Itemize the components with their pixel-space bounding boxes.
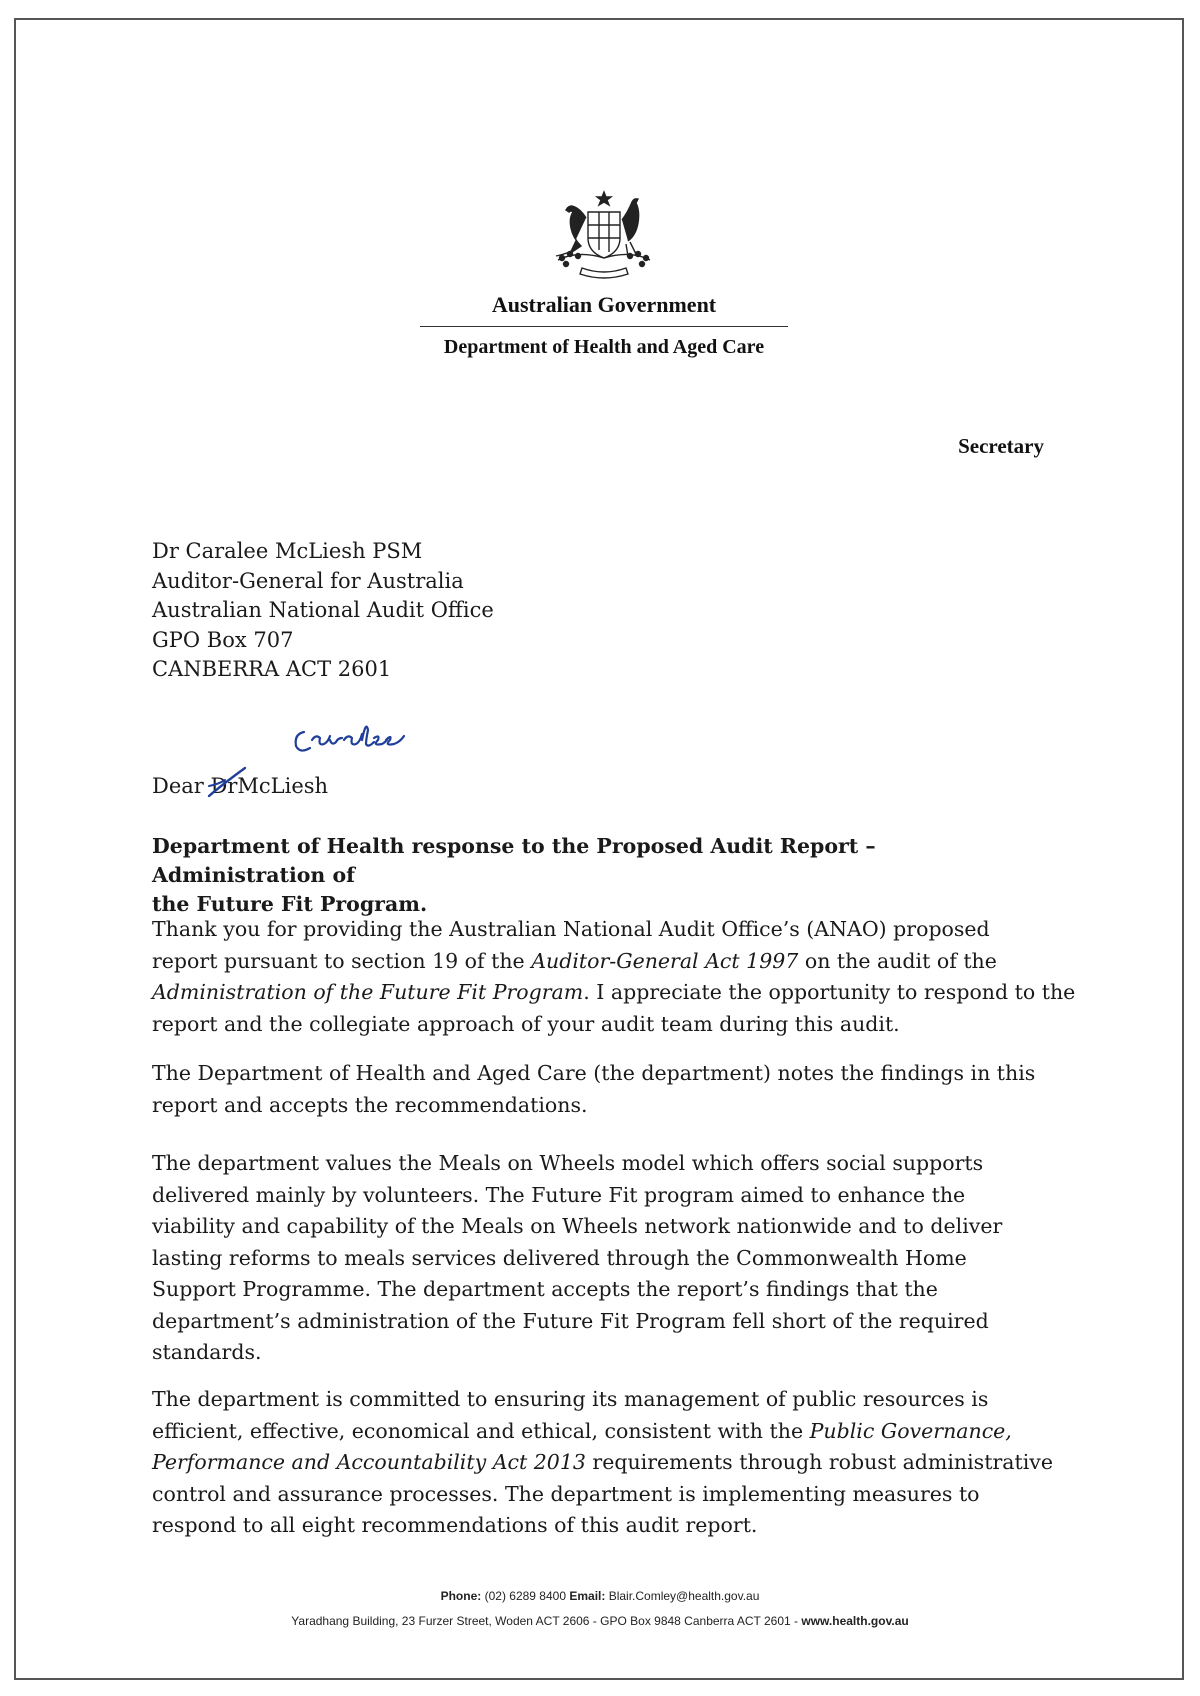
text-run: efficient, effective, economical and ethical, consistent with the [152,1418,810,1443]
coat-of-arms-icon [538,190,670,280]
paragraph-3 [152,1148,1052,1369]
struck-title-text: Dr [210,774,238,798]
act-title: Public Governance, [809,1418,1012,1443]
act-title: Auditor-General Act 1997 [531,948,799,973]
paragraph-line [152,977,1076,1009]
postal-address: Yaradhang Building, 23 Furzer Street, Woden ACT 2606 - GPO Box 9848 Canberra ACT 2601 - [291,1614,802,1628]
paragraph-line: control and assurance processes. The department is implementing measures to [152,1481,980,1506]
recipient-address [152,537,494,685]
paragraph-line: standards. [152,1340,262,1364]
email-address[interactable]: Blair.Comley@health.gov.au [605,1589,760,1603]
struck-title [211,774,238,798]
text-run: . I appreciate the opportunity to respond to the [583,980,1076,1004]
act-title: Performance and Accountability Act 2013 [152,1450,586,1474]
paragraph-line: Support Programme. The department accepts the report’s findings that the [152,1277,938,1301]
letter-subject [152,832,1052,919]
phone-label: Phone: [440,1589,482,1603]
paragraph-line: department’s administration of the Future Fit Program fell short of the required [152,1308,989,1333]
header-divider [420,326,788,327]
paragraph-line: respond to all eight recommendations of this audit report. [152,1513,758,1537]
paragraph-line: viability and capability of the Meals on Wheels network nationwide and to deliver [152,1214,1003,1238]
salutation [152,774,328,798]
paragraph-line: Thank you for providing the Australian National Audit Office’s (ANAO) proposed [152,917,990,941]
text-run: report pursuant to section 19 of the [152,948,532,973]
salutation-prefix: Dear [152,774,211,798]
paragraph-1 [152,914,1076,1040]
paragraph-line: delivered mainly by volunteers. The Future Fit program aimed to enhance the [152,1182,966,1207]
paragraph-line: report and the collegiate approach of your audit team during this audit. [152,1011,900,1036]
department-name: Department of Health and Aged Care [443,336,765,358]
handwritten-caralee-signature [290,718,410,758]
footer-address [0,1614,1200,1628]
paragraph-line [152,1416,1052,1448]
paragraph-line: The Department of Health and Aged Care (the department) notes the findings in this [152,1061,1036,1085]
paragraph-line: lasting reforms to meals services delivered through the Commonwealth Home [152,1245,967,1270]
phone-number: (02) 6289 8400 [481,1589,570,1603]
address-line: CANBERRA ACT 2601 [152,657,392,681]
address-line: Dr Caralee McLiesh PSM [152,539,423,563]
address-line: Auditor-General for Australia [152,568,464,593]
sender-role: Secretary [958,434,1044,458]
website-link[interactable]: www.health.gov.au [801,1614,909,1628]
text-run: on the audit of the [798,948,997,973]
paragraph-2 [152,1058,1052,1121]
address-line: GPO Box 707 [152,627,294,652]
paragraph-line [152,1447,1052,1479]
subject-line: the Future Fit Program. [152,892,428,916]
paragraph-line: The department values the Meals on Wheels model which offers social supports [152,1151,984,1175]
salutation-surname: McLiesh [237,774,329,798]
paragraph-line: The department is committed to ensuring its management of public resources is [152,1387,989,1411]
subject-line: Department of Health response to the Proposed Audit Report – Administration of [152,834,876,887]
paragraph-4 [152,1384,1052,1542]
address-line: Australian National Audit Office [152,598,494,622]
paragraph-line [152,946,1052,978]
program-title: Administration of the Future Fit Program [152,980,584,1004]
footer-contact [0,1589,1200,1603]
text-run: requirements through robust administrative [585,1450,1053,1474]
email-label: Email: [569,1589,606,1603]
government-title: Australian Government [491,292,717,317]
handwritten-strike-mark [207,766,247,802]
paragraph-line: report and accepts the recommendations. [152,1092,588,1117]
